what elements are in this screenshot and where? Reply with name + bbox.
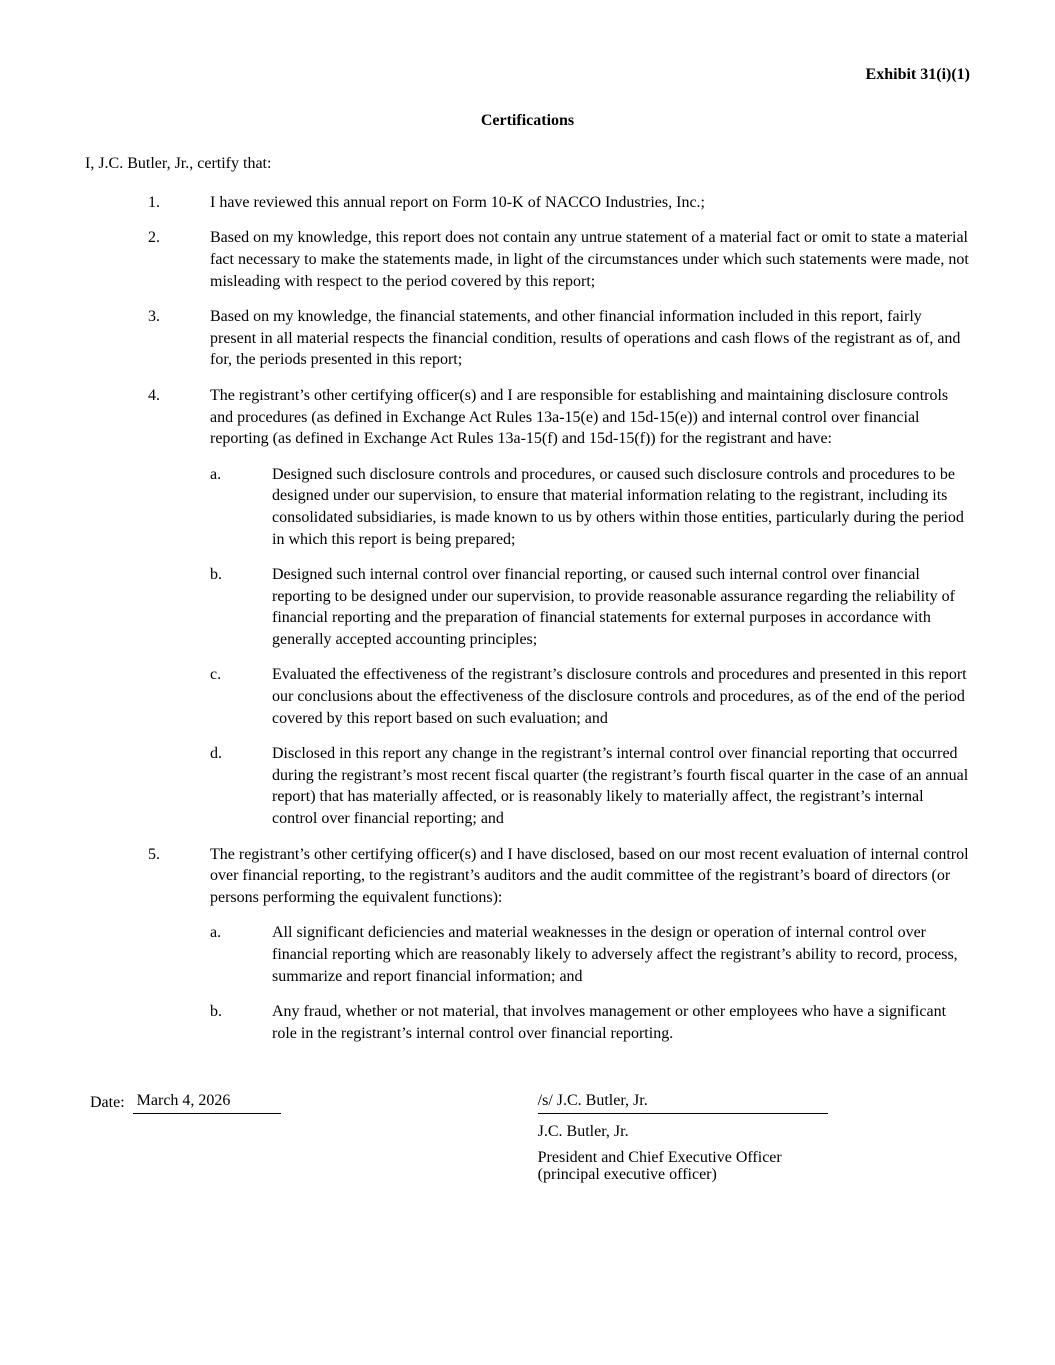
list-item-4-text: The registrant’s other certifying officer(s) and I are responsible for establishing and maintaining disclosure controls and procedures (as defined in Exchange Act Rules 13a-15(e) and 15d-15(e)) and internal control over financial reporting (as defined in Exchange Act Rules 13a-15(f) and 15d-15(f)) for the registrant and have: bbox=[210, 386, 949, 448]
list-item-3-number: 3. bbox=[148, 308, 160, 326]
exhibit-label: Exhibit 31(i)(1) bbox=[865, 66, 970, 83]
signer-title: President and Chief Executive Officer bbox=[537, 1148, 782, 1166]
list-item-4-number: 4. bbox=[148, 386, 160, 404]
sub-item-4c bbox=[210, 664, 970, 729]
sub-item-4b bbox=[210, 564, 970, 650]
signer-name: J.C. Butler, Jr. bbox=[537, 1122, 629, 1140]
sub-item-5b-letter: b. bbox=[210, 1003, 222, 1021]
list-item-2 bbox=[148, 227, 970, 292]
sub-item-4d-letter: d. bbox=[210, 745, 222, 763]
sub-item-4a bbox=[210, 464, 970, 550]
sub-item-4a-letter: a. bbox=[210, 465, 222, 483]
sub-item-4b-letter: b. bbox=[210, 566, 222, 584]
list-item-5-text: The registrant’s other certifying officer(s) and I have disclosed, based on our most recent evaluation of internal control over financial reporting, to the registrant’s auditors and the audit committee of the registrant’s board of directors (or persons performing the equivalent functions): bbox=[210, 845, 969, 906]
list-item-5 bbox=[148, 844, 970, 1045]
sub-item-5b-text: Any fraud, whether or not material, that involves management or other employees who have a significant role in the registrant’s internal control over financial reporting. bbox=[272, 1003, 947, 1042]
sub-item-4c-letter: c. bbox=[210, 666, 222, 684]
list-item-2-text: Based on my knowledge, this report does not contain any untrue statement of a material fact or omit to state a material fact necessary to make the statements made, in light of the circumstances under which such statements were made, not misleading with respect to the period covered by this report; bbox=[210, 229, 969, 290]
sub-item-4d-text: Disclosed in this report any change in the registrant’s internal control over financial reporting that occurred during the registrant’s most recent fiscal quarter (the registrant’s fourth fiscal quarter in the case of an annual report) that has materially affected, or is reasonably likely to materially affect, the registrant’s internal control over financial reporting; and bbox=[272, 745, 969, 828]
signature-line: /s/ J.C. Butler, Jr. bbox=[538, 1090, 828, 1114]
sub-item-4b-text: Designed such internal control over financial reporting, or caused such internal control over financial reporting to be designed under our supervision, to provide reasonable assurance regarding the reliability of financial reporting and the preparation of financial statements for external purposes in accordance with generally accepted accounting principles; bbox=[272, 566, 955, 648]
sub-item-4c-text: Evaluated the effectiveness of the registrant’s disclosure controls and procedures and presented in this report our conclusions about the effectiveness of the disclosure controls and procedures, as of the end of the period covered by this report based on such evaluation; and bbox=[272, 666, 967, 727]
list-item-5-number: 5. bbox=[148, 845, 160, 863]
date-label: Date: bbox=[90, 1094, 125, 1112]
list-item-4 bbox=[148, 385, 970, 830]
sub-item-5a bbox=[210, 922, 970, 987]
list-item-1-text: I have reviewed this annual report on Form 10-K of NACCO Industries, Inc.; bbox=[210, 193, 705, 211]
sub-item-4d bbox=[210, 743, 970, 829]
sub-item-4a-text: Designed such disclosure controls and procedures, or caused such disclosure controls and procedures to be designed under our supervision, to ensure that material information relating to the registrant, including its consolidated subsidiaries, is made known to us by others within those entities, particularly during the period in which this report is being prepared; bbox=[272, 465, 964, 548]
sub-item-5a-letter: a. bbox=[210, 924, 222, 942]
intro-paragraph: I, J.C. Butler, Jr., certify that: bbox=[85, 155, 272, 173]
sub-item-5b bbox=[210, 1001, 970, 1044]
document-title: Certifications bbox=[480, 111, 575, 129]
signer-title-note: (principal executive officer) bbox=[537, 1166, 717, 1184]
list-item-3-text: Based on my knowledge, the financial statements, and other financial information included in this report, fairly present in all material respects the financial condition, results of operations and cash flows of the registrant as of, and for, the periods presented in this report; bbox=[210, 308, 961, 369]
signer-title-block bbox=[538, 1149, 828, 1185]
signature-section bbox=[85, 1090, 970, 1184]
date-block bbox=[90, 1090, 281, 1114]
list-item-1-number: 1. bbox=[148, 193, 160, 211]
list-item-1 bbox=[148, 192, 970, 214]
list-item-3 bbox=[148, 306, 970, 371]
list-item-2-number: 2. bbox=[148, 229, 160, 247]
signature-block bbox=[538, 1090, 828, 1184]
date-value: March 4, 2026 bbox=[133, 1090, 281, 1114]
sub-item-5a-text: All significant deficiencies and material weaknesses in the design or operation of internal control over financial reporting which are reasonably likely to adversely affect the registrant’s ability to record, process, summarize and report financial information; and bbox=[272, 924, 958, 985]
